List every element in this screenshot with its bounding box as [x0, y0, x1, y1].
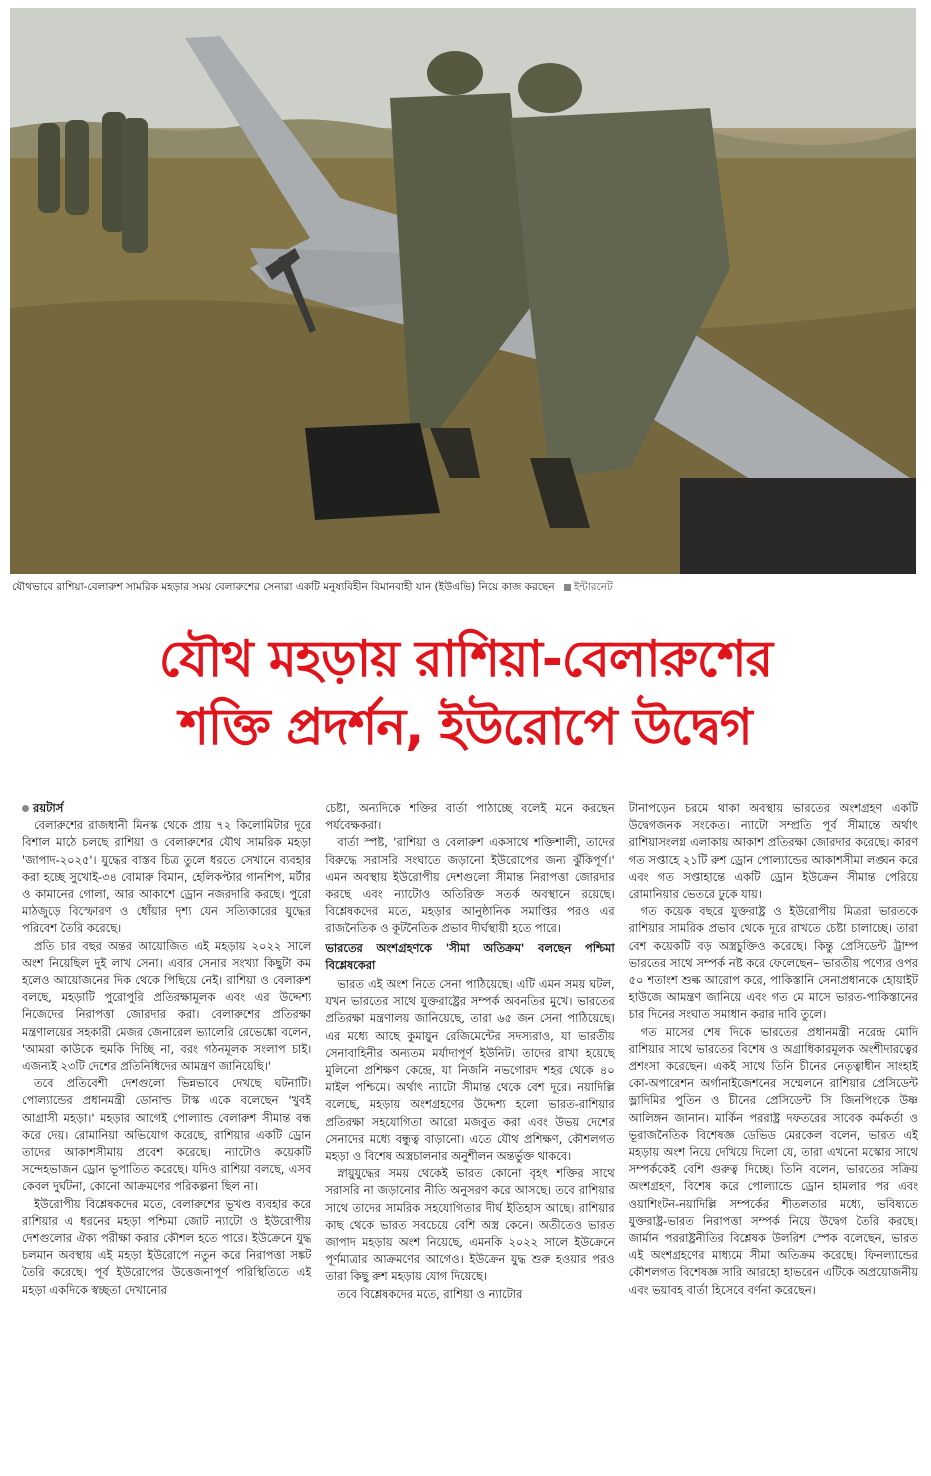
paragraph: ভারত এই অংশ নিতে সেনা পাঠিয়েছে। এটি এমন সময় ঘটল, যখন ভারতের সাথে যুক্তরাষ্ট্রের সম্পর্ক অবনতির মুখে। ভারতের প্রতিরক্ষা মন্ত্রণালয় জানিয়েছে, তারা ৬৫ জন সেনা পাঠিয়েছে। এর মধ্যে আছে কুমায়ুন রেজিমেন্টের সদস্যরাও, যা ভারতীয় সেনাবাহিনীর অন্যতম মর্যাদাপূর্ণ ইউনিট। তাদের রাখা হয়েছে মুলিনো প্রশিক্ষণ কেন্দ্রে, যা নিজনি নভগোরদ শহর থেকে ৪০ মাইল পশ্চিমে। অর্থাৎ ন্যাটো সীমান্ত থেকে বেশ দূরে। নয়াদিল্লি বলেছে, মহড়ায় অংশগ্রহণের উদ্দেশ্য হলো ভারত-রাশিয়ার প্রতিরক্ষা সহযোগিতা আরো মজবুত করা এবং উভয় দেশের সেনাদের মধ্যে বন্ধুত্ব বাড়ানো। এতে যৌথ প্রশিক্ষণ, কৌশলগত মহড়া ও বিশেষ অস্ত্রচালনার অনুশীলন অন্তর্ভুক্ত থাকবে।	[325, 977, 615, 1164]
paragraph: চেষ্টা, অন্যদিকে শক্তির বার্তা পাঠাচ্ছে বলেই মনে করছেন পর্যবেক্ষকরা।	[325, 801, 615, 833]
paragraph: গত মাসের শেষ দিকে ভারতের প্রধানমন্ত্রী নরেন্দ্র মোদি রাশিয়ার সাথে ভারতের বিশেষ ও অগ্রাধিকারমূলক অংশীদারত্বের প্রশংসা করেছেন। একই সাথে তিনি চীনের নেতৃত্বাধীন সাংহাই কো-অপারেশন অর্গানাইজেশনের সম্মেলনে রাশিয়ার প্রেসিডেন্ট ভ্লাদিমির পুতিন ও চীনের প্রেসিডেন্ট সি জিনপিংকে উষ্ণ আলিঙ্গন জানান। মার্কিন পররাষ্ট্র দফতরের সাবেক কর্মকর্তা ও ভূরাজনৈতিক বিশেষজ্ঞ ডেভিড মেরকেল বলেন, ভারত এই মহড়ায় অংশ নিয়ে দেখিয়ে দিলো যে, তারা এখনো মস্কোর সাথে সম্পর্ককেই বেশি গুরুত্ব দিচ্ছে। তিনি বলেন, ভারতের সক্রিয় অংশগ্রহণ, বিশেষ করে পোল্যান্ডে ড্রোন হামলার পর এবং ওয়াশিংটন-নয়াদিল্লি সম্পর্কের শীতলতার মধ্যে, ভবিষ্যতে যুক্তরাষ্ট্র-ভারত নিরাপত্তা সম্পর্ক নিয়ে উদ্বেগ তৈরি করছে। জার্মান পররাষ্ট্রনীতির বিশ্লেষক উলরিশ স্পেক বলেছেন, ভারত এই অংশগ্রহণের মাধ্যমে সীমা অতিক্রম করেছে। ফিনল্যান্ডের কৌশলগত বিশেষজ্ঞ সারি আরহো হাভরেন এটিকে অপ্রয়োজনীয় এবং ভয়াবহ বার্তা হিসেবে বর্ণনা করেছেন।	[628, 1024, 918, 1297]
headline-line1: যৌথ মহড়ায় রাশিয়া-বেলারুশের	[158, 630, 773, 688]
credit-text: ইন্টারনেট	[574, 581, 613, 593]
photo-caption	[12, 580, 912, 594]
paragraph: গত কয়েক বছরে যুক্তরাষ্ট্র ও ইউরোপীয় মিত্ররা ভারতকে রাশিয়ার সামরিক প্রভাব থেকে দূরে রাখতে চেষ্টা চালাচ্ছে। তারা বেশ কয়েকটি বড় অস্ত্রচুক্তিও করেছে। কিন্তু প্রেসিডেন্ট ট্রাম্প ভারতের সাথে সম্পর্ক নষ্ট করে ফেলেছেন– ভারতীয় পণ্যের ওপর ৫০ শতাংশ শুল্ক আরোপ করে, পাকিস্তানি সেনাপ্রধানকে হোয়াইট হাউজে আমন্ত্রণ জানিয়ে এবং গত মে মাসে ভারত-পাকিস্তানের চার দিনের সংঘাত সমাধান করার দাবি তুলে।	[628, 904, 918, 1022]
byline-dot-icon	[22, 805, 29, 812]
paragraph: বার্তা স্পষ্ট, 'রাশিয়া ও বেলারুশ একসাথে শক্তিশালী, তাদের বিরুদ্ধে সরাসরি সংঘাতে জড়ানো ইউরোপের জন্য ঝুঁকিপূর্ণ।' এমন অবস্থায় ইউরোপীয় দেশগুলো সীমান্ত নিরাপত্তা জোরদার করছে এবং ন্যাটোও অতিরিক্ত সতর্ক অবস্থানে রয়েছে। বিশ্লেষকদের মতে, মহড়ার আনুষ্ঠানিক সমাপ্তির পরও এর রাজনৈতিক ও কূটনৈতিক প্রভাব দীর্ঘস্থায়ী হতে পারে।	[325, 835, 615, 936]
headline-line2: শক্তি প্রদর্শন, ইউরোপে উদ্বেগ	[179, 698, 752, 756]
credit-square-icon	[564, 584, 571, 591]
column-3	[629, 800, 918, 1470]
news-photo	[10, 8, 916, 574]
headline	[0, 625, 931, 761]
drone-soldiers-illustration	[10, 8, 916, 574]
paragraph: টানাপড়েন চরমে থাকা অবস্থায় ভারতের অংশগ্রহণ একটি উদ্বেগজনক সংকেত। ন্যাটো সম্প্রতি পূর্ব সীমান্তে অর্থাৎ রাশিয়াসংলগ্ন এলাকায় আকাশ প্রতিরক্ষা জোরদার করেছে। কারণ গত সপ্তাহে ২১টি রুশ ড্রোন পোল্যান্ডের আকাশসীমা লঙ্ঘন করে এবং গত সপ্তাহান্তে একটি ড্রোন ইউক্রেন সীমান্ত পেরিয়ে রোমানিয়ার ভেতরে ঢুকে যায়।	[628, 801, 918, 902]
subheading: ভারতের অংশগ্রহণকে 'সীমা অতিক্রম' বলছেন পশ্চিমা বিশ্লেষকেরা	[325, 940, 615, 972]
paragraph: তবে প্রতিবেশী দেশগুলো ভিন্নভাবে দেখছে ঘটনাটি। পোল্যান্ডের প্রধানমন্ত্রী ডোনাল্ড টাস্ক একে বলেছেন 'খুবই আগ্রাসী মহড়া।' মহড়ার আগেই পোল্যান্ড বেলারুশ সীমান্ত বন্ধ করে দেয়। রোমানিয়া অভিযোগ করেছে, রাশিয়ার একটি ড্রোন তাদের আকাশসীমায় প্রবেশ করেছে। ন্যাটোও কয়েকটি সন্দেহভাজন ড্রোন ভূপাতিত করেছে। যদিও রাশিয়া বলছে, এসব কেবল দুর্ঘটনা, কোনো আক্রমণের পরিকল্পনা ছিল না।	[22, 1076, 312, 1194]
column-1	[22, 800, 311, 1470]
photo-credit	[564, 581, 613, 593]
paragraph: তবে বিশ্লেষকদের মতে, রাশিয়া ও ন্যাটোর	[337, 1286, 523, 1301]
byline-text: রয়টার্স	[33, 801, 64, 815]
column-2	[325, 800, 614, 1470]
byline	[22, 800, 311, 817]
paragraph: বেলারুশের রাজধানী মিনস্ক থেকে প্রায় ৭২ কিলোমিটার দূরে বিশাল মাঠে চলছে রাশিয়া ও বেলারুশের যৌথ সামরিক মহড়া 'জাপাদ-২০২৫'। যুদ্ধের বাস্তব চিত্র তুলে ধরতে সেখানে ব্যবহার করা হচ্ছে সুখোই-৩৪ বোমারু বিমান, হেলিকপ্টার গানশিপ, মর্টার ও কামানের গোলা, আর আকাশে ড্রোন নজরদারি করছে। পুরো মাঠজুড়ে বিস্ফোরণ ও ধোঁয়ার দৃশ্য যেন সত্যিকারের যুদ্ধের পরিবেশ তৈরি করেছে।	[22, 818, 312, 936]
caption-text: যৌথভাবে রাশিয়া-বেলারুশ সামরিক মহড়ার সময় বেলারুশের সেনারা একটি মনুষ্যবিহীন বিমানবাহী যান (ইউএভি) নিয়ে কাজ করছেন	[12, 581, 555, 593]
paragraph: ইউরোপীয় বিশ্লেষকদের মতে, বেলারুশের ভূখণ্ড ব্যবহার করে রাশিয়ার এ ধরনের মহড়া পশ্চিমা জোট ন্যাটো ও ইউরোপীয় দেশগুলোর ঐক্য পরীক্ষা করার কৌশল হতে পারে। ইউক্রেনে যুদ্ধ চলমান অবস্থায় এই মহড়া ইউরোপে নতুন করে নিরাপত্তা সঙ্কট তৈরি করেছে। পূর্ব ইউরোপের উত্তেজনাপূর্ণ পরিস্থিতিতে এই মহড়া একদিকে স্বচ্ছতা দেখানোর	[22, 1196, 312, 1297]
paragraph: স্নায়ুযুদ্ধের সময় থেকেই ভারত কোনো বৃহৎ শক্তির সাথে সরাসরি না জড়ানোর নীতি অনুসরণ করে আসছে। তবে রাশিয়ার সাথে তাদের সামরিক সহযোগিতার দীর্ঘ ইতিহাস আছে। রাশিয়ার কাছ থেকে ভারত সবচেয়ে বেশি অস্ত্র কেনে। অতীতেও ভারত জাপাদ মহড়ায় অংশ নিয়েছে, এমনকি ২০২২ সালে ইউক্রেনে পূর্ণমাত্রার আক্রমণের আগেও। ইউক্রেন যুদ্ধ শুরু হওয়ার পরও তারা কিছু রুশ মহড়ায় যোগ দিয়েছে।	[325, 1166, 615, 1284]
paragraph: প্রতি চার বছর অন্তর আয়োজিত এই মহড়ায় ২০২২ সালে অংশ নিয়েছিল দুই লাখ সেনা। এবার সেনার সংখ্যা কিছুটা কম হলেও আয়োজনের দিক থেকে পিছিয়ে নেই। রাশিয়া ও বেলারুশ বলছে, মহড়াটি পুরোপুরি প্রতিরক্ষামূলক এবং এর উদ্দেশ্য নিজেদের নিরাপত্তা জোরদার করা। বেলারুশের প্রতিরক্ষা মন্ত্রণালয়ের সহকারী মেজর জেনারেল ভ্যালেরি রেভেঙ্কো বলেন, 'আমরা কাউকে হুমকি দিচ্ছি না, বরং গঠনমূলক সংলাপ চাই। এজন্যই ২৩টি দেশের প্রতিনিধিদের আমন্ত্রণ জানিয়েছি।'	[22, 938, 312, 1074]
article-body	[22, 800, 918, 1470]
